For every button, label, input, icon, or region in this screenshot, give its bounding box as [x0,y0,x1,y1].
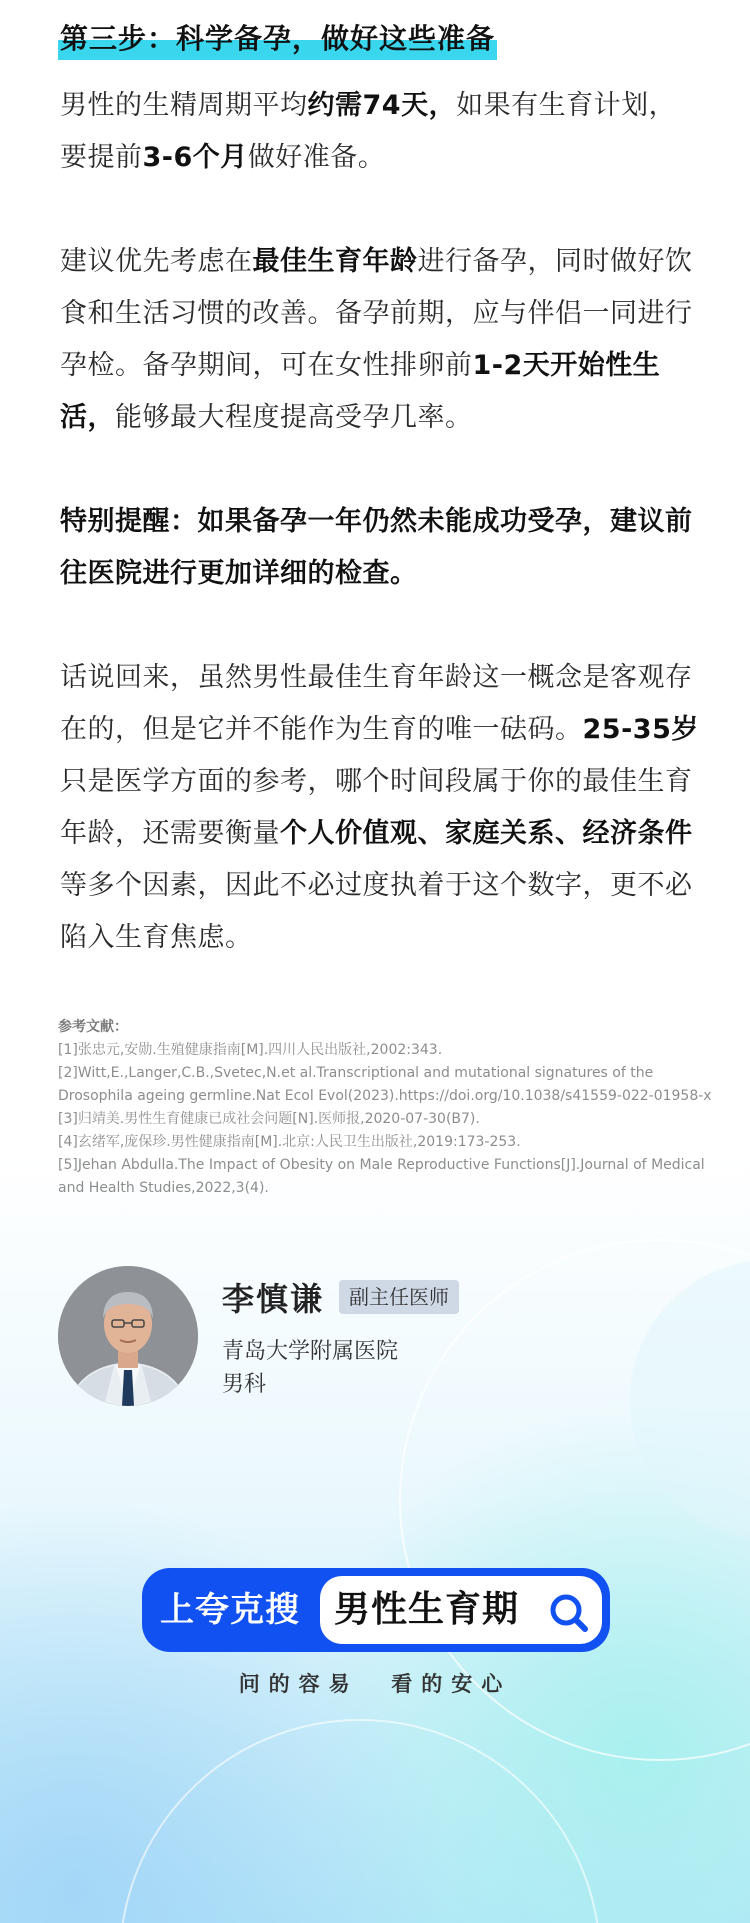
reference-line: [4]玄绪军,庞保珍.男性健康指南[M].北京:人民卫生出版社,2019:173-253. [58,1134,521,1150]
text-segment: 做好准备。 [247,142,386,173]
references [58,1016,738,1200]
text-segment: 建议优先考虑在 [60,246,253,277]
search-query-box[interactable] [320,1576,602,1644]
doctor-name: 李慎谦 [222,1280,325,1318]
search-brand-label: 上夸克搜 [160,1590,300,1630]
text-segment: 等多个因素，因此不必过度执着于这个数字，更不必陷入生育焦虑。 [60,870,693,953]
text-segment: 男性的生精周期平均 [60,90,308,121]
text-segment: 能够最大程度提高受孕几率。 [115,402,473,433]
emphasis-text: 1-2天开始性生活， [60,350,661,433]
text-segment: 话说回来，虽然男性最佳生育年龄这一概念是客观存在的，但是它并不能作为生育的唯一砝码。 [60,662,693,745]
search-bar[interactable] [142,1568,610,1652]
doctor-card [58,1266,708,1411]
reference-line: [3]归靖美.男性生育健康已成社会问题[N].医师报,2020-07-30(B7). [58,1111,480,1127]
doctor-avatar [58,1266,198,1406]
reference-line: and Health Studies,2022,3(4). [58,1180,269,1196]
slogan: 问的容易 看的安心 [238,1672,512,1696]
emphasis-text: 个人价值观、家庭关系、经济条件 [280,818,693,849]
search-icon[interactable] [546,1590,590,1634]
emphasis-text: 特别提醒：如果备孕一年仍然未能成功受孕，建议前往医院进行更加详细的检查。 [60,506,693,589]
paragraph-best-age [60,236,700,444]
paragraph-sperm-cycle [60,80,700,184]
step-heading: 第三步：科学备孕，做好这些准备 [58,18,497,60]
emphasis-text: 25-35岁 [582,714,699,745]
emphasis-text: 3-6个月 [142,142,248,173]
paragraph-reminder [60,496,700,600]
emphasis-text: 约需74天， [307,90,457,121]
references-title: 参考文献： [58,1019,128,1035]
text-segment: 进行备孕，同时做好饮食和生活习惯的改善。备孕前期，应与伴侣一同进行孕检。备孕期间，可在女性排卵前 [60,246,693,381]
doctor-title-badge: 副主任医师 [339,1280,459,1314]
search-query-text: 男性生育期 [334,1589,520,1630]
reference-line: [5]Jehan Abdulla.The Impact of Obesity on Male Reproductive Functions[J].Journal of Medical [58,1157,705,1173]
reference-line: Drosophila ageing germline.Nat Ecol Evol(2023).https://doi.org/10.1038/s41559-022-01958-x [58,1088,712,1104]
text-segment: 只是医学方面的参考，哪个时间段属于你的最佳生育年龄，还需要衡量 [60,766,693,849]
doctor-hospital: 青岛大学附属医院 [222,1339,399,1364]
paragraph-conclusion [60,652,700,964]
emphasis-text: 最佳生育年龄 [252,246,418,277]
doctor-department: 男科 [222,1372,267,1397]
reference-line: [1]张忠元,安勋.生殖健康指南[M].四川人民出版社,2002:343. [58,1042,443,1058]
text-segment: 如果有生育计划，要提前 [60,90,677,173]
reference-line: [2]Witt,E.,Langer,C.B.,Svetec,N.et al.Transcriptional and mutational signatures of the [58,1065,654,1081]
